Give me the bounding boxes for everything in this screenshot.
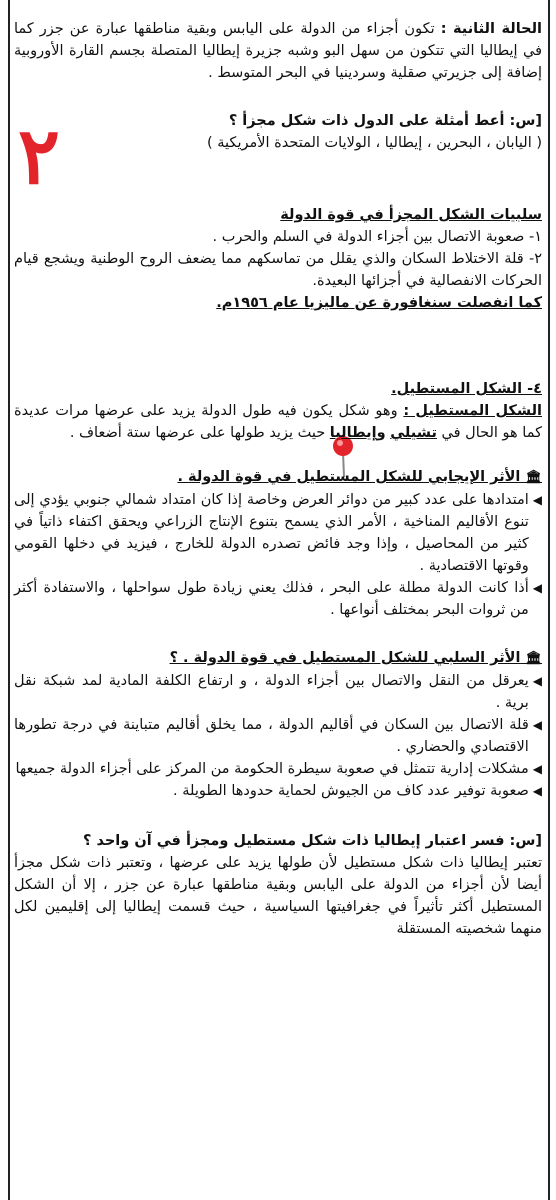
- fragmented-negatives-section: [14, 204, 542, 314]
- big-red-number: ٢: [18, 111, 60, 202]
- positive-effect-item: [14, 489, 542, 577]
- case-two-text: تكون أجزاء من الدولة على اليابس وبقية مناطقها عبارة عن جزر كما في إيطاليا التي تتكون من سهل البو وشبه جزيرة إيطاليا المتصلة بجسم القارة الأوروبية إضافة إلى جزيرتي صقلية وسردينيا في البحر المتوسط .: [14, 21, 542, 81]
- positive-effect-item: [14, 577, 542, 621]
- elongated-title: ٤- الشكل المستطيل.: [391, 381, 542, 397]
- elongated-definition-label: الشكل المستطيل :: [403, 403, 542, 419]
- elongated-definition-text-b: حيث يزيد طولها على عرضها ستة أضعاف .: [69, 425, 326, 441]
- question-two-answer: تعتبر إيطاليا ذات شكل مستطيل لأن طولها يزيد على عرضها ، وتعتبر ذات شكل مجزأ أيضا لأن أجزاء من الدولة على اليابس وبقية مناطقها عبارة عن جزر ، إلا أن الشكل المستطيل أكثر تأثيراً في جغرافيتها السياسية ، حيث قسمت إيطاليا إلى إقليمين لكل منهما شخصيته المستقلة: [14, 855, 542, 937]
- question-one-label: س:: [509, 113, 536, 129]
- singapore-note: كما انفصلت سنغافورة عن ماليزيا عام ١٩٥٦م.: [216, 295, 542, 311]
- negative-effect-text: قلة الاتصال بين السكان في أقاليم الدولة ، مما يخلق أقاليم متباينة في درجة تطورها الاقتصادي والحضاري .: [14, 717, 529, 755]
- left-arrow-icon: ◀: [532, 674, 542, 688]
- negative-effects-section: [14, 647, 542, 802]
- negative-effect-text: يعرقل من النقل والاتصال بين أجزاء الدولة ، و ارتفاع الكلفة المادية لمد شبكة نقل برية .: [14, 673, 529, 711]
- elongated-section: [14, 378, 542, 444]
- positive-effects-heading: [14, 466, 542, 489]
- case-two-paragraph: [14, 18, 542, 84]
- left-arrow-icon: ◀: [532, 784, 542, 798]
- negative-effects-heading: [14, 647, 542, 670]
- elongated-definition: [14, 400, 542, 444]
- negative-effect-item: [14, 670, 542, 714]
- fragmented-negatives-title: سلبيات الشكل المجزأ في قوة الدولة: [280, 207, 542, 223]
- negative-effect-item: [14, 758, 542, 780]
- question-two-label: س:: [509, 833, 536, 849]
- left-arrow-icon: ◀: [532, 718, 542, 732]
- question-two: [14, 830, 542, 940]
- positive-effect-text: أذا كانت الدولة مطلة على البحر ، فذلك يعني زيادة طول سواحلها ، والاستفادة أكثر من ثروات البحر بمختلف أنواعها .: [14, 580, 529, 618]
- chile-term: تشيلي: [390, 425, 437, 441]
- fragmented-negative-item-1: ١- صعوبة الاتصال بين أجزاء الدولة في السلم والحرب .: [212, 229, 542, 245]
- positive-effects-section: [14, 466, 542, 621]
- elongated-definition-text-a: وهو شكل يكون فيه طول الدولة يزيد على عرضها مرات عديدة كما هو الحال في: [14, 403, 542, 441]
- question-one: [14, 110, 542, 154]
- italy-term: إيطاليا: [329, 425, 377, 441]
- negative-effects-title: الأثر السلبي للشكل المستطيل في قوة الدولة . ؟: [169, 650, 521, 666]
- page-border-right: [548, 0, 550, 1200]
- question-two-text: فسر اعتبار إيطاليا ذات شكل مستطيل ومجزأ في آن واحد ؟: [83, 833, 505, 849]
- question-one-text: أعط أمثلة على الدول ذات شكل مجزأ ؟: [228, 113, 505, 129]
- positive-effect-text: امتدادها على عدد كبير من دوائر العرض وخاصة إذا كان امتداد شمالي جنوبي يؤدي إلى تنوع الأقاليم المناخية ، الأمر الذي يسمح بتنوع الإنتاج الزراعي ويحقق اكتفاء ذاتياً في كثير من المحاصيل ، وإذا وجد فائض تصدره الدولة للخارج ، فيزيد في دخلها القومي وقوتها الاقتصادية .: [14, 492, 529, 574]
- question-one-answer: ( اليابان ، البحرين ، إيطاليا ، الولايات المتحدة الأمريكية ): [207, 135, 542, 151]
- left-arrow-icon: ◀: [532, 493, 542, 507]
- question-two-line: [س: فسر اعتبار إيطاليا ذات شكل مستطيل ومجزأ في آن واحد ؟: [83, 833, 542, 849]
- negative-effect-text: مشكلات إدارية تتمثل في صعوبة سيطرة الحكومة من المركز على أجزاء الدولة جميعها: [15, 761, 529, 777]
- negative-effect-item: [14, 714, 542, 758]
- bank-icon: 🏛: [525, 470, 542, 485]
- and-term: و: [376, 425, 386, 441]
- fragmented-negative-item-2: ٢- قلة الاختلاط السكان والذي يقلل من تماسكهم مما يضعف الروح الوطنية ويشجع قيام الحركات الانفصالية في أجزائها البعيدة.: [14, 251, 542, 289]
- negative-effect-text: صعوبة توفير عدد كاف من الجيوش لحماية حدودها الطويلة .: [173, 783, 529, 799]
- left-arrow-icon: ◀: [532, 581, 542, 595]
- question-one-line: [س: أعط أمثلة على الدول ذات شكل مجزأ ؟: [228, 113, 542, 129]
- case-two-label: الحالة الثانية :: [440, 21, 543, 37]
- negative-effect-item: [14, 780, 542, 802]
- left-arrow-icon: ◀: [532, 762, 542, 776]
- bank-icon: 🏛: [525, 651, 542, 666]
- document-body: [14, 18, 542, 940]
- positive-effects-title: الأثر الإيجابي للشكل المستطيل في قوة الدولة .: [177, 469, 521, 485]
- page-border-left: [8, 0, 10, 1200]
